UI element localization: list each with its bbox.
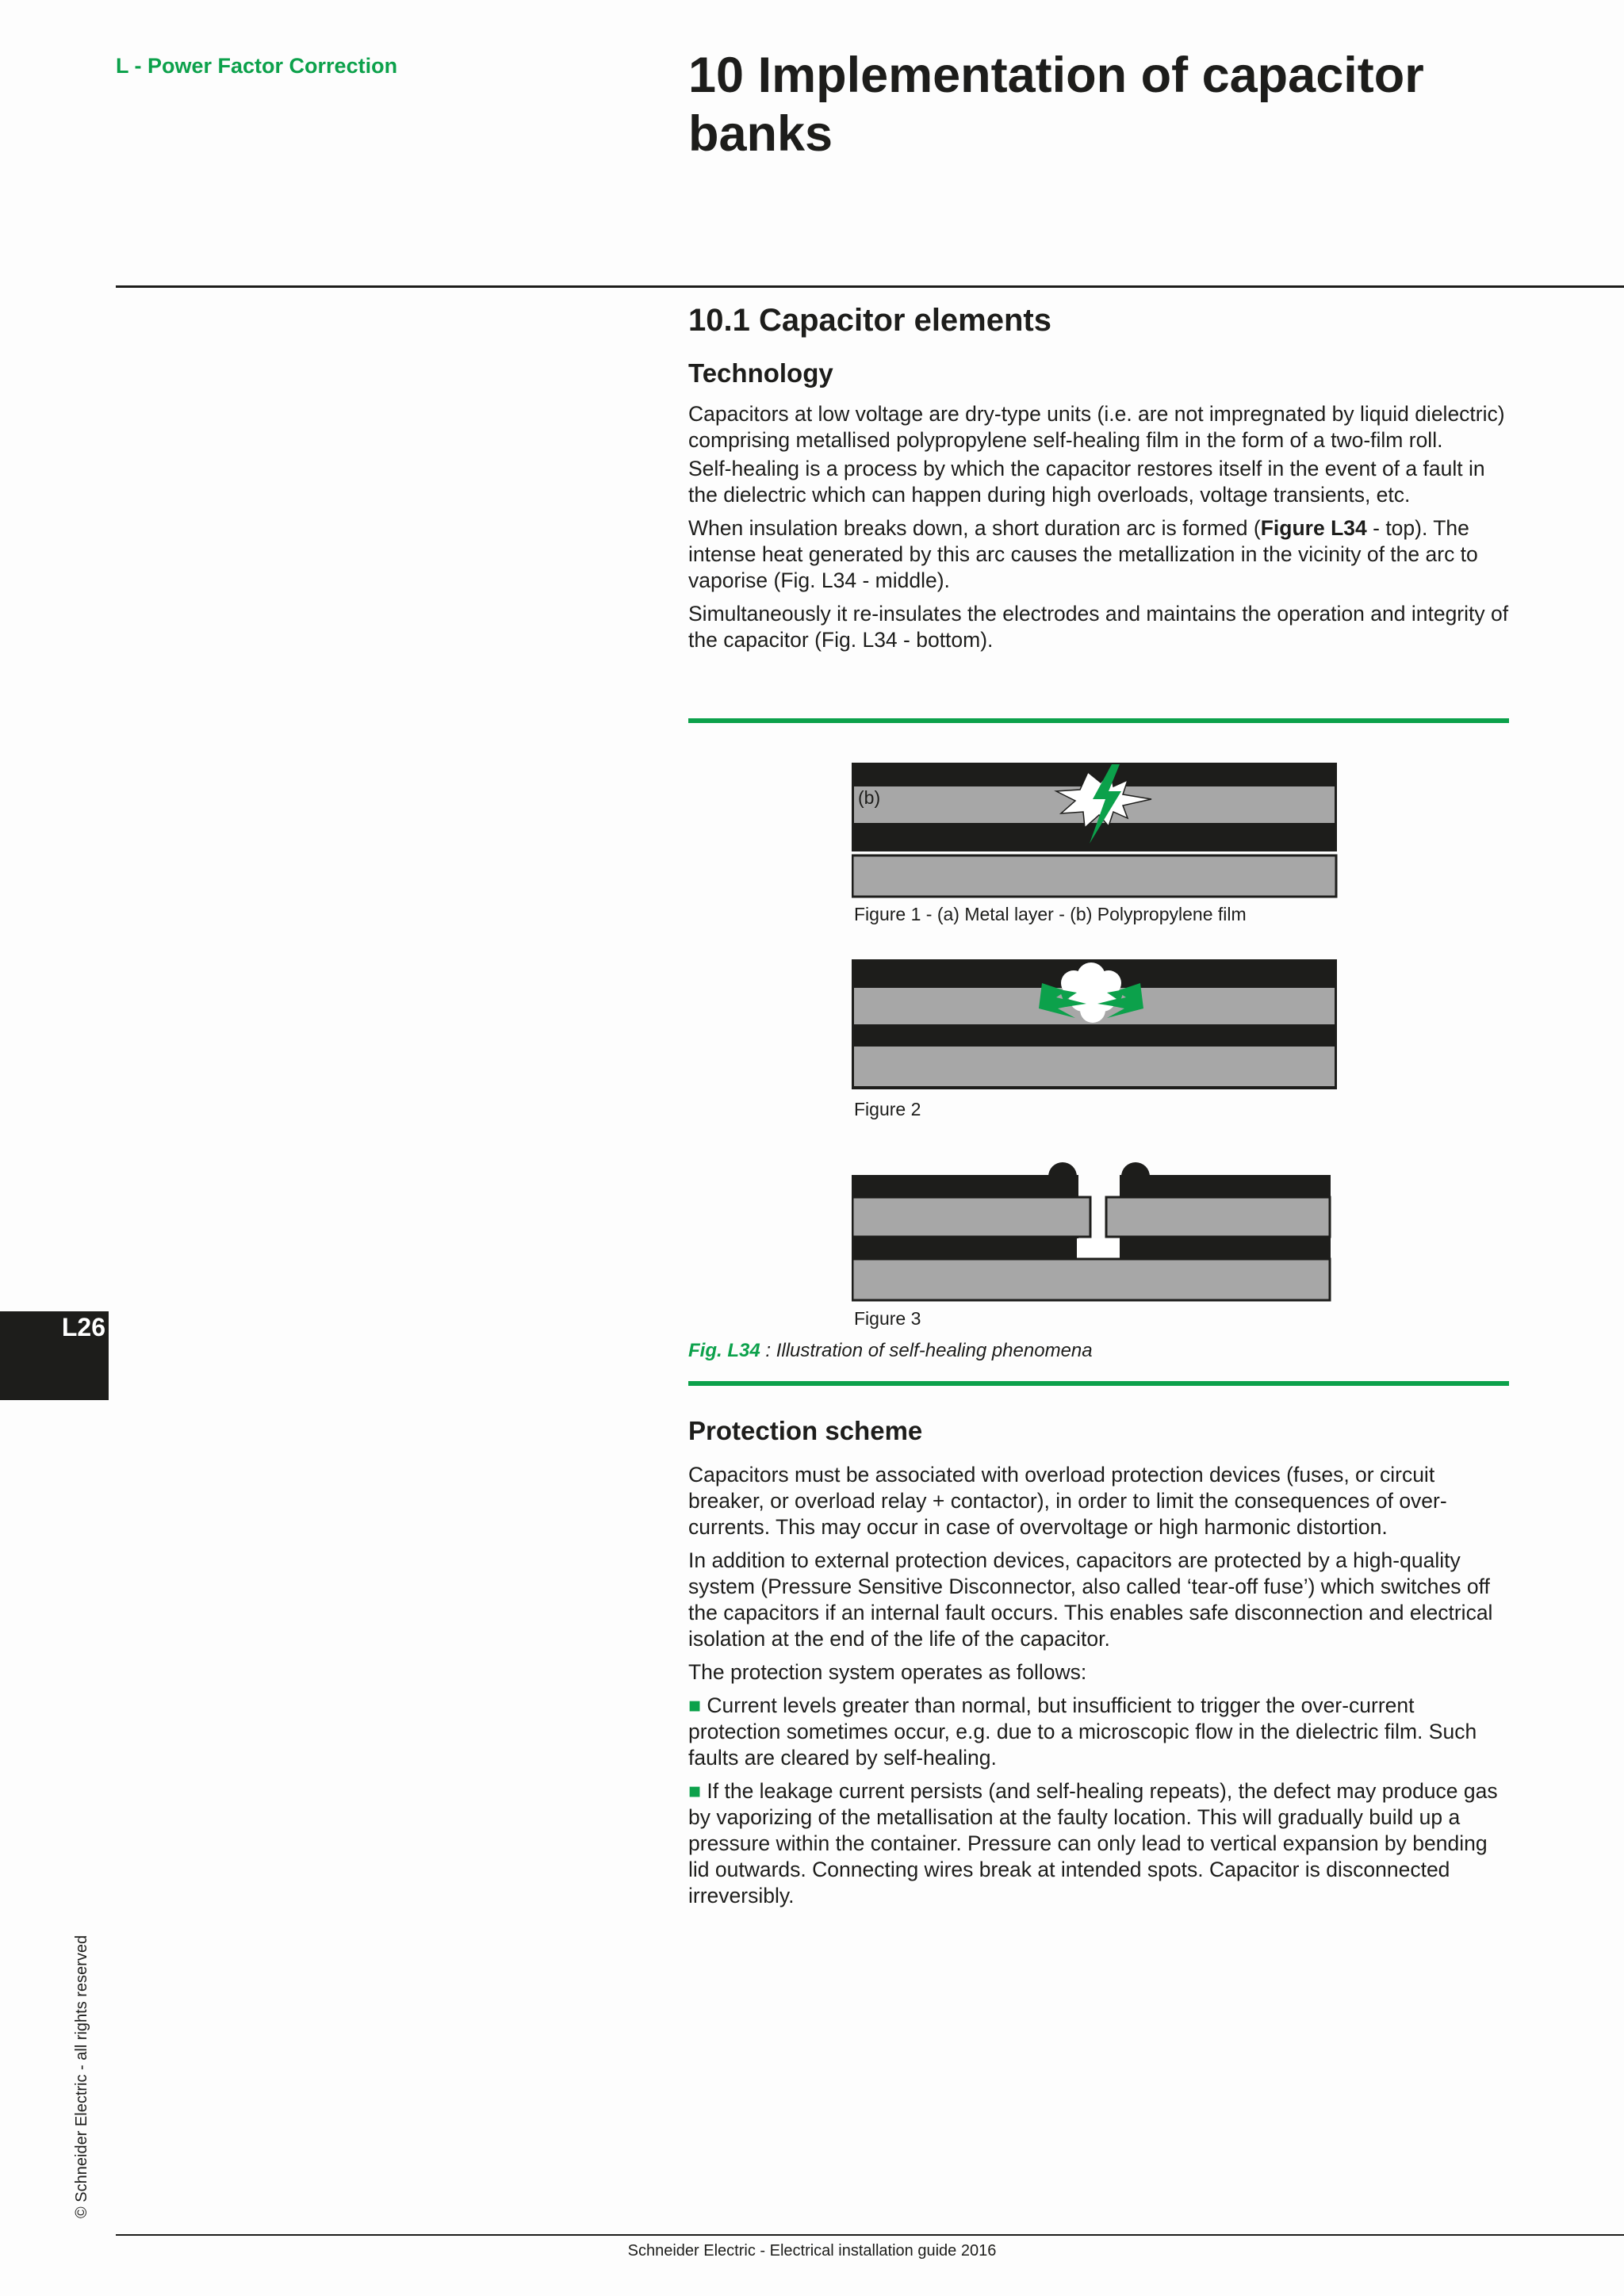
copyright-notice: © Schneider Electric - all rights reserved (73, 1934, 90, 2218)
technology-text (688, 401, 1510, 660)
polypropylene-label: (b) (858, 787, 881, 808)
figure-top-rule (688, 718, 1509, 723)
protection-heading: Protection scheme (688, 1416, 923, 1445)
protection-bullet-1: ■ Current levels greater than normal, but insufficient to trigger the over-current protection sometimes occur, e.g. due to a microscopic flow in the dielectric film. Such faults are cleared by self-healing. (688, 1693, 1477, 1770)
section-title: 10.1 Capacitor elements (688, 303, 1051, 338)
chapter-title: 10 Implementation of capacitor banks (688, 48, 1424, 162)
protection-paragraph-3: The protection system operates as follows: (688, 1660, 1087, 1684)
protection-paragraph-2: In addition to external protection devices, capacitors are protected by a high-quality system (Pressure Sensitive Disconnector, also called ‘tear-off fuse’) which switches off the capacitors if an internal fault occurs. This enables safe disconnection and electrical isolation at the end of the life of the capacitor. (688, 1548, 1493, 1651)
technology-heading: Technology (688, 358, 833, 388)
figure-3-diagram (852, 1159, 1340, 1303)
page-number-tab (0, 1311, 109, 1400)
page-number: L26 (61, 1313, 105, 1341)
figure-label (688, 1340, 1093, 1362)
bullet-square-icon: ■ (688, 1779, 702, 1803)
bullet-square-icon: ■ (688, 1693, 702, 1717)
figure-1-diagram (852, 763, 1340, 899)
figure-1-caption: Figure 1 - (a) Metal layer - (b) Polypropylene film (854, 904, 1247, 924)
technology-paragraph-4: Simultaneously it re-insulates the electrodes and maintains the operation and integrity of the capacitor (Fig. L34 - bottom). (688, 602, 1509, 652)
figure-title: : Illustration of self-healing phenomena (760, 1340, 1093, 1361)
figure-2-caption: Figure 2 (854, 1099, 921, 1119)
technology-paragraph-1: Capacitors at low voltage are dry-type units (i.e. are not impregnated by liquid dielectric) comprising metallised polypropylene self-healing film in the form of a two-film roll. (688, 402, 1505, 452)
figure-3-caption: Figure 3 (854, 1308, 921, 1329)
protection-text (688, 1462, 1510, 1916)
technology-paragraph-3: When insulation breaks down, a short duration arc is formed (Figure L34 - top). The intense heat generated by this arc causes the metallization in the vicinity of the arc to vaporise (Fig. L34 - middle). (688, 516, 1478, 592)
protection-bullet-2: ■ If the leakage current persists (and self-healing repeats), the defect may produce gas by vaporizing of the metallisation at the faulty location. This will gradually build up a pressure within the container. Pressure can only lead to vertical expansion by bending lid outwards. Connecting wires break at intended spots. Capacitor is disconnected irreversibly. (688, 1779, 1498, 1908)
bottom-rule (116, 2234, 1624, 2236)
figure-number: Fig. L34 (688, 1340, 760, 1361)
figure-reference: Figure L34 (1260, 516, 1367, 540)
technology-paragraph-2: Self-healing is a process by which the capacitor restores itself in the event of a fault in the dielectric which can happen during high overloads, voltage transients, etc. (688, 457, 1485, 507)
page-footer: Schneider Electric - Electrical installation guide 2016 (627, 2242, 997, 2260)
figure-2-diagram (852, 959, 1340, 1091)
figure-bottom-rule (688, 1381, 1509, 1386)
protection-paragraph-1: Capacitors must be associated with overload protection devices (fuses, or circuit breaker, or overload relay + contactor), in order to limit the consequences of over-currents. This may occur in case of overvoltage or high harmonic distortion. (688, 1463, 1447, 1539)
section-label: L - Power Factor Correction (116, 54, 398, 78)
top-rule (116, 285, 1624, 288)
